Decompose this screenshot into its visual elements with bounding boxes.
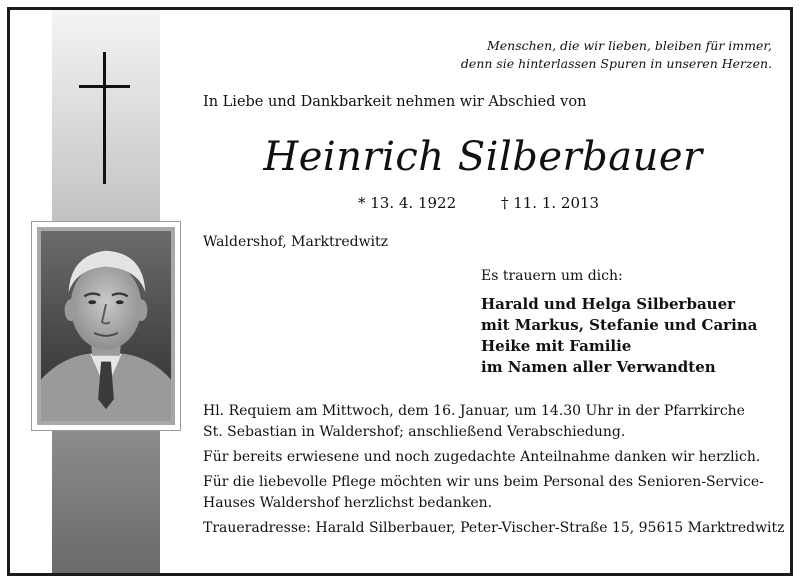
mourner-line: mit Markus, Stefanie und Carina [481, 316, 758, 334]
mourner-line: im Namen aller Verwandten [481, 358, 716, 376]
portrait-photo [37, 227, 175, 425]
care-line-1: Für die liebevolle Pflege möchten wir uns beim Personal des Senioren-Service- [203, 474, 764, 490]
care-line-2: Hauses Waldershof herzlichst bedanken. [203, 495, 493, 511]
portrait-frame [31, 221, 181, 431]
residence-place: Waldershof, Marktredwitz [203, 234, 389, 250]
death-date: † 11. 1. 2013 [500, 194, 600, 212]
portrait-illustration [41, 231, 171, 421]
mourning-address: Traueradresse: Harald Silberbauer, Peter-Vischer-Straße 15, 95615 Marktredwitz [203, 520, 785, 536]
requiem-line-1: Hl. Requiem am Mittwoch, dem 16. Januar, um 14.30 Uhr in der Pfarrkirche [203, 403, 745, 419]
quote-line-2: denn sie hinterlassen Spuren in unseren Herzen. [460, 56, 772, 71]
notice-text [203, 401, 783, 543]
obituary-frame [7, 7, 793, 576]
birth-date: * 13. 4. 1922 [358, 194, 457, 212]
requiem-paragraph [203, 401, 783, 443]
requiem-line-2: St. Sebastian in Waldershof; anschließend Verabschiedung. [203, 424, 626, 440]
deceased-name: Heinrich Silberbauer [263, 134, 703, 180]
mourner-line: Heike mit Familie [481, 337, 632, 355]
thanks-paragraph [203, 447, 783, 468]
life-dates [358, 194, 599, 212]
mourner-line: Harald und Helga Silberbauer [481, 295, 736, 313]
mourners-intro: Es trauern um dich: [481, 268, 623, 284]
quote-line-1: Menschen, die wir lieben, bleiben für immer, [486, 38, 772, 53]
cross-icon-bar [79, 85, 130, 88]
address-paragraph [203, 518, 783, 539]
intro-text: In Liebe und Dankbarkeit nehmen wir Abschied von [203, 94, 587, 110]
quote-block [452, 37, 772, 73]
mourners-list [481, 294, 757, 378]
care-paragraph [203, 472, 783, 514]
cross-icon [103, 52, 106, 184]
thanks-line: Für bereits erwiesene und noch zugedachte Anteilnahme danken wir herzlich. [203, 449, 761, 465]
